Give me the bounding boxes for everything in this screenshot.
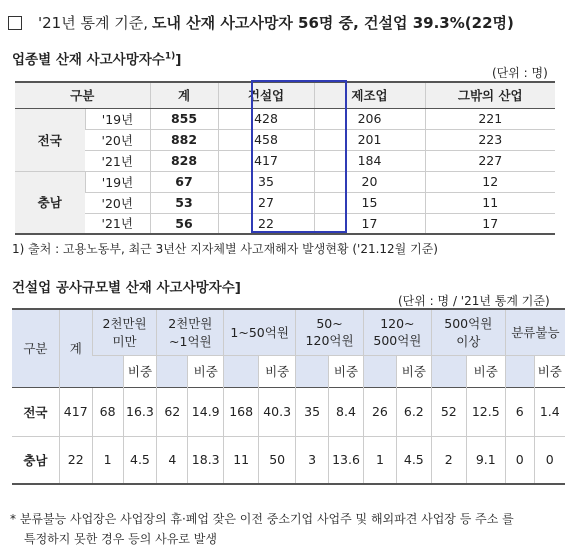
year-cell: '19년 xyxy=(85,108,150,129)
table1-header-cell: 건설업 xyxy=(218,82,314,108)
blank-cell xyxy=(157,355,188,387)
table-row xyxy=(12,436,565,484)
size-line1: 분류불능 xyxy=(511,325,560,341)
other-cell: 223 xyxy=(425,129,555,150)
construction-cell: 458 xyxy=(218,129,314,150)
construction-cell: 428 xyxy=(218,108,314,129)
other-cell: 12 xyxy=(425,171,555,192)
total-cell: 67 xyxy=(150,171,218,192)
region-label: 충남 xyxy=(15,171,85,234)
size-line1: 2천만원 xyxy=(102,316,147,332)
table2-header-row xyxy=(12,309,565,355)
blank-cell xyxy=(431,355,466,387)
value-cell: 0 xyxy=(505,436,534,484)
year-cell: '21년 xyxy=(85,213,150,234)
total-cell: 828 xyxy=(150,150,218,171)
manufacturing-cell: 20 xyxy=(314,171,425,192)
size-header xyxy=(363,309,431,355)
total-cell: 882 xyxy=(150,129,218,150)
value-cell: 14.9 xyxy=(188,387,224,436)
value-cell: 8.4 xyxy=(329,387,364,436)
size-header xyxy=(224,309,296,355)
year-cell: '20년 xyxy=(85,129,150,150)
value-cell: 16.3 xyxy=(123,387,157,436)
value-cell: 4.5 xyxy=(123,436,157,484)
blank-cell xyxy=(224,355,259,387)
value-cell: 52 xyxy=(431,387,466,436)
table1-header-cell: 계 xyxy=(150,82,218,108)
size-line1: 50~ xyxy=(316,315,343,331)
other-cell: 11 xyxy=(425,192,555,213)
value-cell: 62 xyxy=(157,387,188,436)
size-header xyxy=(296,309,364,355)
table2-header-total: 계 xyxy=(59,309,92,387)
summary-bold: 도내 산재 사고사망자 56명 중, 건설업 39.3%(22명) xyxy=(151,14,514,32)
table1-unit: (단위 : 명) xyxy=(492,66,548,80)
blank-cell xyxy=(296,355,329,387)
value-cell: 3 xyxy=(296,436,329,484)
construction-cell: 27 xyxy=(218,192,314,213)
construction-highlight-frame xyxy=(251,80,347,233)
table1-header-cell: 구분 xyxy=(15,82,150,108)
ratio-header: 비중 xyxy=(259,355,296,387)
footnote-source: 1) 출처 : 고용노동부, 최근 3년산 지자체별 사고재해자 발생현황 ('21.12월 기준) xyxy=(12,242,438,256)
size-line2: ~1억원 xyxy=(169,334,212,350)
ratio-header: 비중 xyxy=(466,355,505,387)
value-cell: 2 xyxy=(431,436,466,484)
ratio-header: 비중 xyxy=(534,355,565,387)
value-cell: 4.5 xyxy=(396,436,431,484)
construction-cell: 417 xyxy=(218,150,314,171)
manufacturing-cell: 206 xyxy=(314,108,425,129)
size-line2: 500억원 xyxy=(373,332,422,348)
summary-header xyxy=(8,12,514,33)
manufacturing-cell: 201 xyxy=(314,129,425,150)
value-cell: 1.4 xyxy=(534,387,565,436)
total-cell: 53 xyxy=(150,192,218,213)
table2 xyxy=(12,308,565,485)
total-cell: 417 xyxy=(59,387,92,436)
construction-cell: 35 xyxy=(218,171,314,192)
value-cell: 50 xyxy=(259,436,296,484)
ratio-header: 비중 xyxy=(329,355,364,387)
total-cell: 855 xyxy=(150,108,218,129)
table2-unit: (단위 : 명 / '21년 통계 기준) xyxy=(398,294,550,308)
size-line1: 500억원 xyxy=(444,316,493,332)
table2-subheader-row xyxy=(12,355,565,387)
section1-bracket: ] xyxy=(175,52,182,68)
region-label: 충남 xyxy=(12,436,59,484)
footnote-line1: * 분류불능 사업장은 사업장의 휴·폐업 잦은 이전 중소기업 사업주 및 해외파견 사업장 등 주소 를 xyxy=(10,512,514,526)
value-cell: 4 xyxy=(157,436,188,484)
year-cell: '21년 xyxy=(85,150,150,171)
other-cell: 227 xyxy=(425,150,555,171)
size-header xyxy=(92,309,157,355)
checkbox-square-icon xyxy=(8,16,22,30)
value-cell: 68 xyxy=(92,387,123,436)
value-cell: 0 xyxy=(534,436,565,484)
value-cell: 1 xyxy=(92,436,123,484)
year-cell: '19년 xyxy=(85,171,150,192)
region-label: 전국 xyxy=(12,387,59,436)
manufacturing-cell: 184 xyxy=(314,150,425,171)
section1-sup: 1) xyxy=(164,51,176,62)
table-row xyxy=(12,387,565,436)
value-cell: 11 xyxy=(224,436,259,484)
ratio-header: 비중 xyxy=(188,355,224,387)
blank-cell xyxy=(505,355,534,387)
section1-title-text: 업종별 산재 사고사망자수 xyxy=(12,52,165,68)
size-line2: 이상 xyxy=(456,334,481,350)
manufacturing-cell: 15 xyxy=(314,192,425,213)
total-cell: 22 xyxy=(59,436,92,484)
value-cell: 26 xyxy=(363,387,396,436)
table2-header-gubun: 구분 xyxy=(12,309,59,387)
size-line1: 1~50억원 xyxy=(230,325,289,341)
value-cell: 35 xyxy=(296,387,329,436)
section2-title: 건설업 공사규모별 산재 사고사망자수] xyxy=(12,280,241,296)
value-cell: 40.3 xyxy=(259,387,296,436)
value-cell: 168 xyxy=(224,387,259,436)
section1-title xyxy=(12,48,181,68)
value-cell: 12.5 xyxy=(466,387,505,436)
manufacturing-cell: 17 xyxy=(314,213,425,234)
summary-prefix: '21년 통계 기준, xyxy=(38,14,148,32)
ratio-header: 비중 xyxy=(396,355,431,387)
table1-header-cell: 그밖의 산업 xyxy=(425,82,555,108)
other-cell: 17 xyxy=(425,213,555,234)
size-header xyxy=(431,309,505,355)
ratio-header: 비중 xyxy=(123,355,157,387)
size-header xyxy=(157,309,224,355)
value-cell: 9.1 xyxy=(466,436,505,484)
size-line2: 120억원 xyxy=(305,332,354,348)
value-cell: 13.6 xyxy=(329,436,364,484)
size-line2: 미만 xyxy=(112,334,137,350)
size-line1: 2천만원 xyxy=(168,316,213,332)
size-header xyxy=(505,309,565,355)
blank-cell xyxy=(363,355,396,387)
value-cell: 6 xyxy=(505,387,534,436)
region-label: 전국 xyxy=(15,108,85,171)
blank-cell xyxy=(92,355,123,387)
value-cell: 6.2 xyxy=(396,387,431,436)
year-cell: '20년 xyxy=(85,192,150,213)
table1-header-cell: 제조업 xyxy=(314,82,425,108)
footnote-line2: 특정하지 못한 경우 등의 사유로 발생 xyxy=(24,532,217,546)
size-line1: 120~ xyxy=(380,315,415,331)
value-cell: 1 xyxy=(363,436,396,484)
value-cell: 18.3 xyxy=(188,436,224,484)
total-cell: 56 xyxy=(150,213,218,234)
other-cell: 221 xyxy=(425,108,555,129)
construction-cell: 22 xyxy=(218,213,314,234)
